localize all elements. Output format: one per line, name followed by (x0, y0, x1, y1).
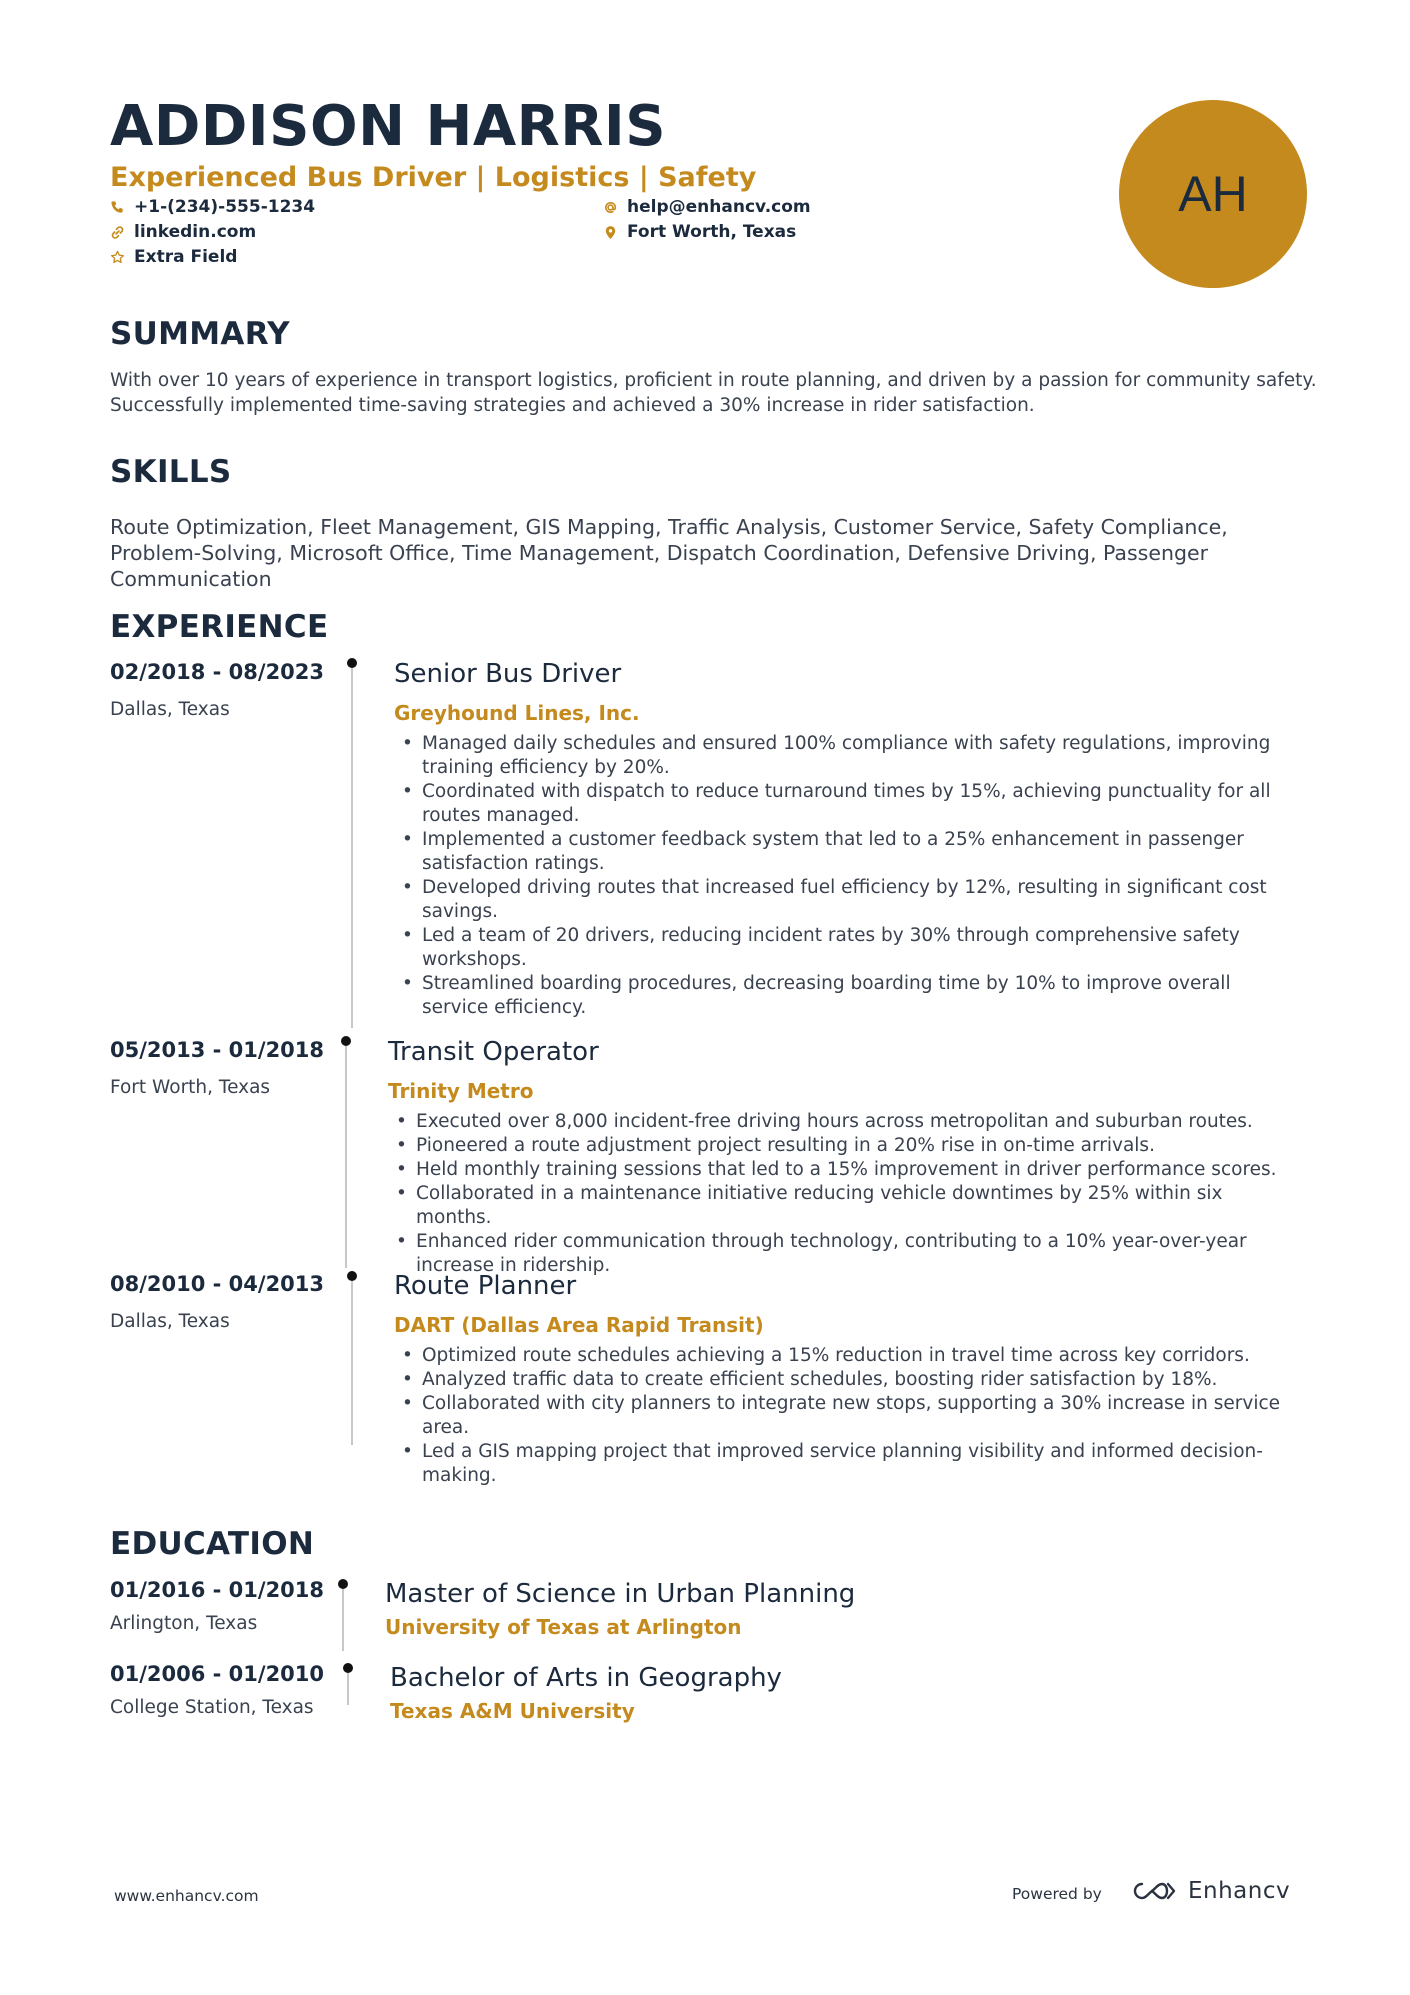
at-icon (603, 197, 625, 217)
timeline-dot (347, 658, 357, 668)
enhancv-logo-icon (1130, 1876, 1180, 1906)
edu-dates: 01/2016 - 01/2018 (110, 1578, 325, 1602)
job-dates: 05/2013 - 01/2018 (110, 1038, 325, 1062)
list-item: • Analyzed traffic data to create efficient schedules, boosting rider satisfaction by 18%. (394, 1368, 1294, 1392)
edu-location: College Station, Texas (110, 1697, 314, 1718)
extra-field-text: Extra Field (134, 247, 238, 267)
job-title: Route Planner (394, 1271, 577, 1301)
job-location: Dallas, Texas (110, 1311, 230, 1332)
job-location: Fort Worth, Texas (110, 1077, 271, 1098)
timeline-line (345, 1046, 347, 1268)
contact-phone[interactable] (110, 196, 315, 218)
star-icon (110, 247, 132, 267)
list-item: • Collaborated with city planners to integrate new stops, supporting a 30% increase in service area. (394, 1392, 1294, 1440)
linkedin-text: linkedin.com (134, 222, 257, 242)
phone-text: +1-(234)-555-1234 (134, 197, 316, 217)
school-name: Texas A&M University (390, 1699, 635, 1723)
list-item: • Executed over 8,000 incident-free driving hours across metropolitan and suburban routes. (388, 1110, 1278, 1134)
experience-heading: EXPERIENCE (110, 609, 329, 645)
phone-icon (110, 197, 132, 217)
education-heading: EDUCATION (110, 1526, 315, 1562)
job-dates: 08/2010 - 04/2013 (110, 1272, 325, 1296)
list-item: • Streamlined boarding procedures, decreasing boarding time by 10% to improve overall service efficiency. (394, 972, 1284, 1020)
summary-text (110, 368, 1317, 418)
job-title: Transit Operator (388, 1037, 599, 1067)
location-pin-icon (603, 222, 625, 242)
candidate-title: Experienced Bus Driver | Logistics | Safety (110, 162, 757, 193)
school-name: University of Texas at Arlington (385, 1615, 742, 1639)
list-item: • Enhanced rider communication through technology, contributing to a 10% year-over-year increase in ridership. (388, 1230, 1278, 1278)
list-item: • Held monthly training sessions that led to a 15% improvement in driver performance scores. (388, 1158, 1278, 1182)
job-title: Senior Bus Driver (394, 659, 622, 689)
list-item: • Implemented a customer feedback system that led to a 25% enhancement in passenger satisfaction ratings. (394, 828, 1284, 876)
timeline-line (351, 668, 353, 1028)
footer-url[interactable]: www.enhancv.com (114, 1887, 259, 1905)
summary-heading: SUMMARY (110, 316, 290, 352)
timeline-dot (347, 1271, 357, 1281)
contact-extra (110, 246, 237, 268)
list-item: • Led a GIS mapping project that improved service planning visibility and informed decision-making. (394, 1440, 1294, 1488)
email-text: help@enhancv.com (627, 197, 811, 217)
job-bullets (388, 1110, 1278, 1278)
timeline-line (342, 1589, 344, 1651)
list-item: • Managed daily schedules and ensured 100% compliance with safety regulations, improving training efficiency by 20%. (394, 732, 1284, 780)
contact-linkedin[interactable] (110, 221, 256, 243)
edu-dates: 01/2006 - 01/2010 (110, 1662, 325, 1686)
contact-location (603, 221, 796, 243)
skills-text: Route Optimization, Fleet Management, GIS Mapping, Traffic Analysis, Customer Service, Safety Compliance, Problem-Solving, Microsoft Office, Time Management, Dispatch Coordination, Defensive Driving, Passenger Communication (110, 515, 1228, 591)
timeline-dot (341, 1036, 351, 1046)
list-item: • Developed driving routes that increased fuel efficiency by 12%, resulting in significant cost savings. (394, 876, 1284, 924)
brand-logo[interactable] (1130, 1876, 1290, 1906)
brand-name: Enhancv (1188, 1878, 1291, 1904)
job-bullets (394, 732, 1284, 1020)
job-dates: 02/2018 - 08/2023 (110, 660, 325, 684)
contact-email[interactable] (603, 196, 811, 218)
summary-line-2: Successfully implemented time-saving strategies and achieved a 30% increase in rider satisfaction. (110, 395, 1035, 416)
timeline-line (347, 1673, 349, 1705)
list-item: • Collaborated in a maintenance initiative reducing vehicle downtimes by 25% within six months. (388, 1182, 1278, 1230)
job-location: Dallas, Texas (110, 699, 230, 720)
timeline-line (351, 1281, 353, 1445)
job-company: DART (Dallas Area Rapid Transit) (394, 1313, 764, 1337)
list-item: • Coordinated with dispatch to reduce turnaround times by 15%, achieving punctuality for all routes managed. (394, 780, 1284, 828)
list-item: • Optimized route schedules achieving a 15% reduction in travel time across key corridors. (394, 1344, 1294, 1368)
timeline-dot (338, 1579, 348, 1589)
job-company: Trinity Metro (388, 1079, 534, 1103)
job-company: Greyhound Lines, Inc. (394, 701, 640, 725)
candidate-name: ADDISON HARRIS (110, 94, 667, 159)
skills-heading: SKILLS (110, 454, 232, 490)
degree-title: Master of Science in Urban Planning (385, 1579, 856, 1609)
location-text: Fort Worth, Texas (627, 222, 797, 242)
timeline-dot (343, 1663, 353, 1673)
link-icon (110, 222, 132, 242)
powered-by-label: Powered by (1012, 1885, 1102, 1903)
list-item: • Pioneered a route adjustment project resulting in a 20% rise in on-time arrivals. (388, 1134, 1278, 1158)
avatar (1119, 100, 1307, 288)
summary-line-1: With over 10 years of experience in transport logistics, proficient in route planning, and driven by a passion for community safety. (110, 370, 1317, 391)
list-item: • Led a team of 20 drivers, reducing incident rates by 30% through comprehensive safety workshops. (394, 924, 1284, 972)
job-bullets (394, 1344, 1294, 1488)
degree-title: Bachelor of Arts in Geography (390, 1663, 782, 1693)
avatar-initials: AH (1178, 166, 1248, 222)
edu-location: Arlington, Texas (110, 1613, 258, 1634)
